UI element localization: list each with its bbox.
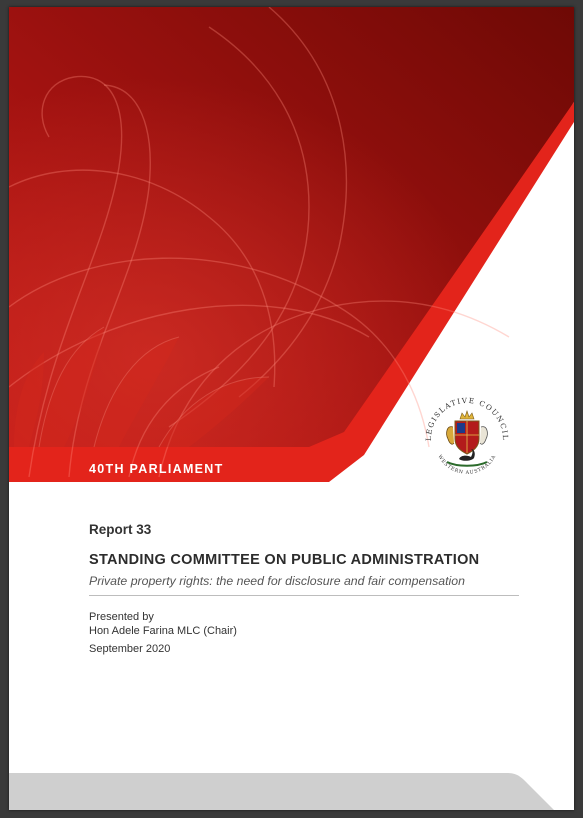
report-details (89, 522, 519, 655)
report-subtitle: Private property rights: the need for disclosure and fair compensation (89, 574, 465, 588)
presented-block (89, 610, 519, 638)
document-page (9, 7, 574, 810)
footer-band (9, 765, 574, 810)
presented-by-label: Presented by (89, 611, 154, 623)
committee-title: STANDING COMMITTEE ON PUBLIC ADMINISTRATION (89, 552, 480, 568)
report-number: Report 33 (89, 522, 152, 537)
legislative-council-crest-icon (417, 387, 517, 487)
presenter-name: Hon Adele Farina MLC (Chair) (89, 625, 237, 637)
report-date: September 2020 (89, 643, 171, 655)
crest-text-top: LEGISLATIVE COUNCIL (423, 395, 511, 442)
crest-text-bottom: WESTERN AUSTRALIA (436, 454, 498, 476)
divider (89, 595, 519, 596)
parliament-label: 40TH PARLIAMENT (89, 462, 224, 476)
